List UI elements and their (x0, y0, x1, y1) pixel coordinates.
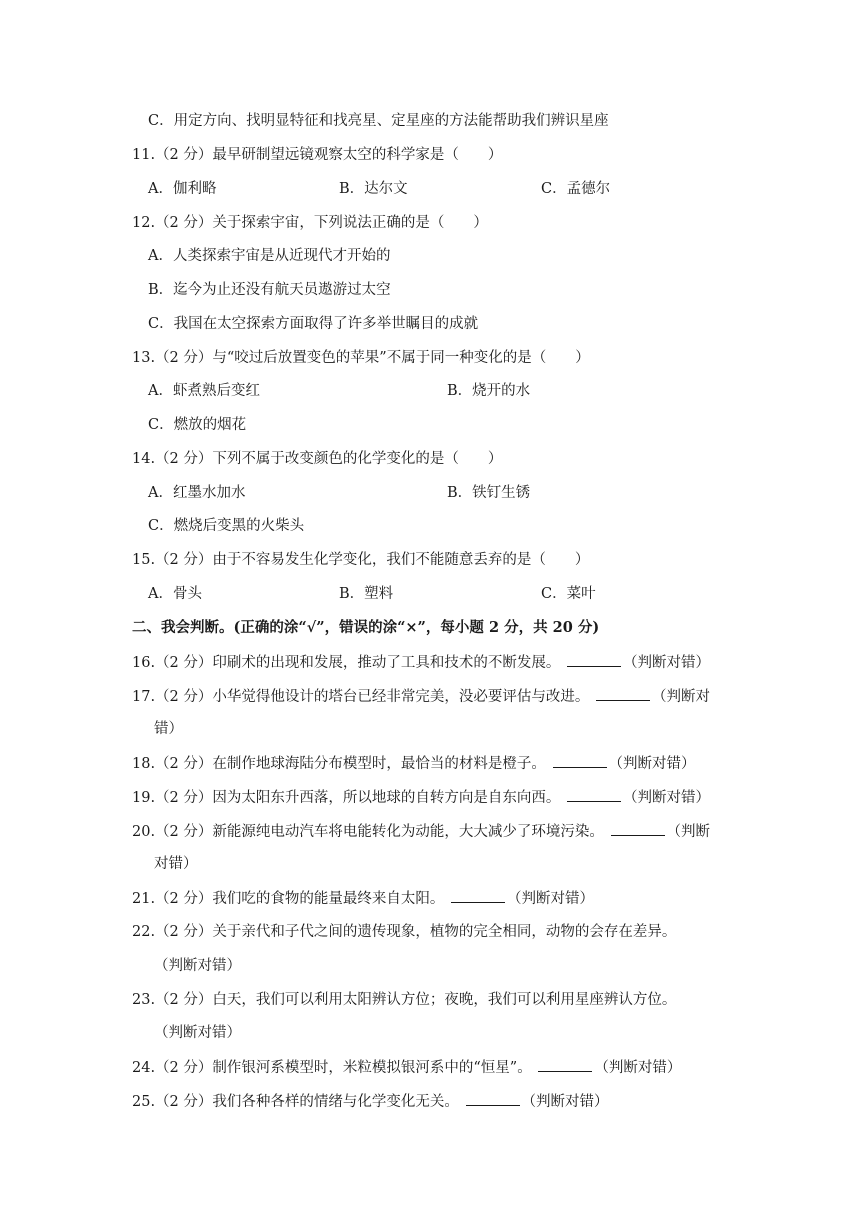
q16-text: 16.（2 分）印刷术的出现和发展，推动了工具和技术的不断发展。 (132, 655, 561, 671)
q25-text: 25.（2 分）我们各种各样的情绪与化学变化无关。 (132, 1094, 459, 1110)
q10-option-c: C．用定方向、找明显特征和找亮星、定星座的方法能帮助我们辨识星座 (148, 113, 609, 129)
q12-option-a[interactable]: A．人类探索宇宙是从近现代才开始的 (148, 248, 391, 264)
q18-text: 18.（2 分）在制作地球海陆分布模型时，最恰当的材料是橙子。 (132, 756, 546, 772)
q18 (132, 753, 696, 774)
section-heading-judge: 二、我会判断。(正确的涂“√”，错误的涂“×”，每小题 2 分，共 20 分) (132, 619, 600, 636)
q15-option-a[interactable]: A．骨头 (148, 586, 202, 602)
q25 (132, 1091, 609, 1112)
q24-text: 24.（2 分）制作银河系模型时，米粒模拟银河系中的“恒星”。 (132, 1060, 532, 1076)
q20-answer-blank[interactable] (611, 821, 665, 836)
q17-text: 17.（2 分）小华觉得他设计的塔台已经非常完美，没必要评估与改进。 (132, 689, 590, 705)
q13-option-c[interactable]: C．燃放的烟花 (148, 417, 247, 433)
q14-option-a[interactable]: A．红墨水加水 (148, 485, 246, 501)
q20-suffix: （判断 (666, 824, 711, 840)
q16 (132, 652, 710, 673)
q13-stem: 13.（2 分）与“咬过后放置变色的苹果”不属于同一种变化的是（ ） (132, 350, 590, 366)
q23-text: 23.（2 分）白天，我们可以利用太阳辨认方位；夜晚，我们可以利用星座辨认方位。 (132, 992, 677, 1008)
q24-suffix: （判断对错） (594, 1060, 682, 1076)
q14-option-b[interactable]: B．铁钉生锈 (447, 485, 531, 501)
q24 (132, 1057, 681, 1078)
q24-answer-blank[interactable] (538, 1057, 592, 1072)
q20-continuation: 对错） (154, 856, 198, 872)
q11-stem: 11.（2 分）最早研制望远镜观察太空的科学家是（ ） (132, 147, 503, 163)
q17-suffix: （判断对 (652, 689, 711, 705)
q19-text: 19.（2 分）因为太阳东升西落，所以地球的自转方向是自东向西。 (132, 790, 561, 806)
q16-suffix: （判断对错） (623, 655, 711, 671)
q13-option-a[interactable]: A．虾煮熟后变红 (148, 383, 260, 399)
q19-answer-blank[interactable] (567, 787, 621, 802)
q12-option-b[interactable]: B．迄今为止还没有航天员遨游过太空 (148, 282, 391, 298)
q22-suffix: （判断对错） (154, 958, 241, 974)
q21-answer-blank[interactable] (451, 888, 505, 903)
q17-answer-blank[interactable] (596, 686, 650, 701)
q16-answer-blank[interactable] (567, 652, 621, 667)
q18-suffix: （判断对错） (608, 756, 696, 772)
q13-option-b[interactable]: B．烧开的水 (447, 383, 531, 399)
q19-suffix: （判断对错） (623, 790, 711, 806)
q25-suffix: （判断对错） (521, 1094, 609, 1110)
q15-stem: 15.（2 分）由于不容易发生化学变化，我们不能随意丢弃的是（ ） (132, 552, 590, 568)
q11-option-b[interactable]: B．达尔文 (339, 181, 408, 197)
q21-text: 21.（2 分）我们吃的食物的能量最终来自太阳。 (132, 891, 445, 907)
q19 (132, 787, 710, 808)
q15-option-b[interactable]: B．塑料 (339, 586, 394, 602)
q12-stem: 12.（2 分）关于探索宇宙，下列说法正确的是（ ） (132, 215, 488, 231)
q21-suffix: （判断对错） (507, 891, 595, 907)
q25-answer-blank[interactable] (466, 1091, 520, 1106)
q18-answer-blank[interactable] (553, 753, 607, 768)
q17 (132, 686, 710, 707)
q20 (132, 821, 710, 842)
q23-suffix: （判断对错） (154, 1025, 241, 1041)
q17-continuation: 错） (154, 721, 183, 737)
q15-option-c[interactable]: C．菜叶 (541, 586, 596, 602)
q14-option-c[interactable]: C．燃烧后变黑的火柴头 (148, 518, 305, 534)
q11-option-a[interactable]: A．伽利略 (148, 181, 217, 197)
q21 (132, 888, 594, 909)
q20-text: 20.（2 分）新能源纯电动汽车将电能转化为动能，大大减少了环境污染。 (132, 824, 604, 840)
q22-text: 22.（2 分）关于亲代和子代之间的遗传现象，植物的完全相同，动物的会存在差异。 (132, 924, 677, 940)
q11-option-c[interactable]: C．孟德尔 (541, 181, 611, 197)
q12-option-c[interactable]: C．我国在太空探索方面取得了许多举世瞩目的成就 (148, 316, 479, 332)
q14-stem: 14.（2 分）下列不属于改变颜色的化学变化的是（ ） (132, 451, 503, 467)
